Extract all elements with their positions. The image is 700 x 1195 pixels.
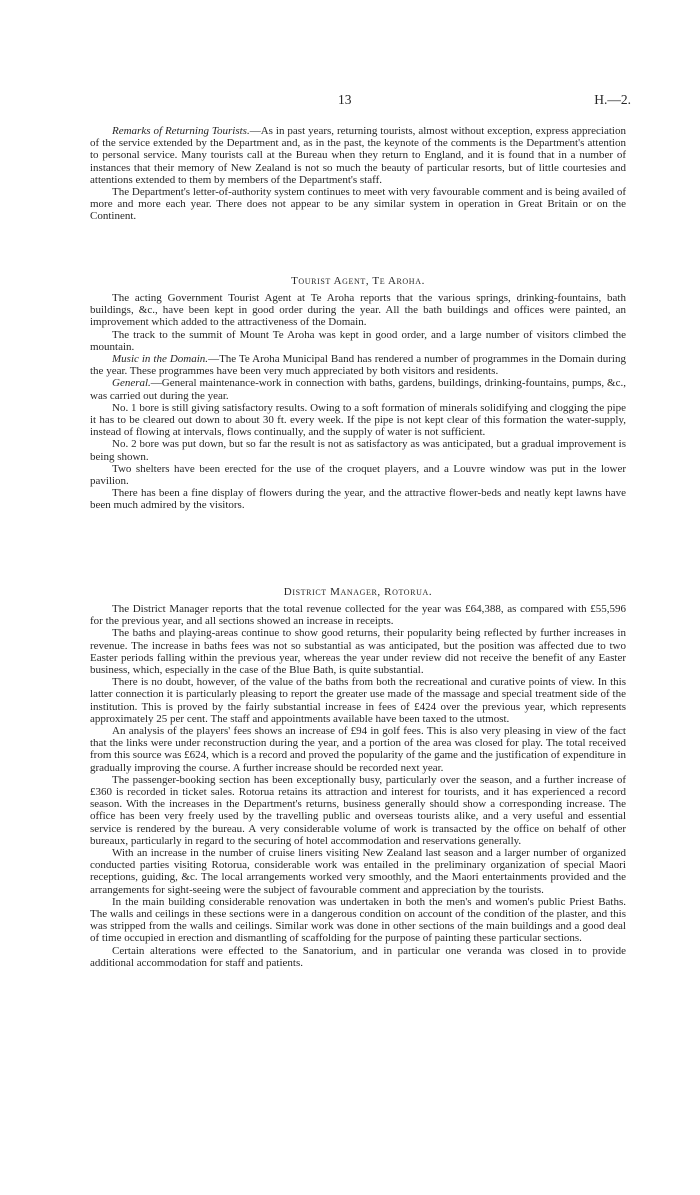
paragraph — [90, 487, 626, 511]
paragraph — [90, 377, 626, 401]
page-number: 13 — [338, 92, 352, 107]
paragraph — [90, 438, 626, 462]
section-rotorua — [90, 603, 626, 969]
paragraph-text: —As in past years, returning tourists, almost without exception, express appreciation of the service extended by the Department and, as in the past, the keynote of the comments is the Department's attention to personal service. Many tourists call at the Bureau when they return to England, and it is found that in a number of instances that their memory of New Zealand is not so much the beauty of particular resorts, but of little courtesies and attentions extended to them by members of the Department's staff. — [90, 125, 626, 186]
paragraph-text: There has been a fine display of flowers during the year, and the attractive flower-beds and neatly kept lawns have been much admired by the visitors. — [90, 487, 626, 512]
paragraph-text: —The Te Aroha Municipal Band has rendered a number of programmes in the Domain during the year. These programmes have been very much appreciated by both visitors and residents. — [90, 353, 626, 378]
paragraph — [90, 847, 626, 896]
paragraph — [90, 292, 626, 329]
paragraph — [90, 125, 626, 186]
paragraph — [90, 774, 626, 847]
paragraph — [90, 627, 626, 676]
paragraph-text: The District Manager reports that the total revenue collected for the year was £64,388, as compared with £55,596 for the previous year, and all sections showed an increase in receipts. — [90, 603, 626, 628]
paragraph — [90, 896, 626, 945]
paragraph — [90, 945, 626, 969]
section-heading: District Manager, Rotorua. — [283, 586, 433, 598]
paragraph-text: No. 2 bore was put down, but so far the result is not as satisfactory as was anticipated, but a gradual improvement is being shown. — [90, 438, 626, 463]
paragraph — [90, 463, 626, 487]
paragraph-text: No. 1 bore is still giving satisfactory results. Owing to a soft formation of minerals solidifying and clogging the pipe it has to be cleared out down to about 30 ft. every week. If the pipe is not kept clear of this formation the water-supply, instead of flowing at intervals, flows continually, and the supply of water is not sufficient. — [90, 401, 626, 439]
section-te-aroha — [90, 292, 626, 512]
paragraph — [90, 329, 626, 353]
paragraph-text: Two shelters have been erected for the use of the croquet players, and a Louvre window was put in the lower pavilion. — [90, 462, 626, 488]
paragraph-lead: Remarks of Returning Tourists. — [112, 125, 250, 137]
paragraph-text: The Department's letter-of-authority system continues to meet with very favourable comment and is being availed of more and more each year. There does not appear to be any similar system in operation in Great Britain or on the Continent. — [90, 186, 626, 223]
paragraph-lead: Music in the Domain. — [112, 353, 209, 366]
paragraph — [90, 725, 626, 774]
paragraph-text: —General maintenance-work in connection with baths, gardens, buildings, drinking-fountains, pumps, &c., was carried out during the year. — [90, 377, 626, 402]
paragraph-text: With an increase in the number of cruise liners visiting New Zealand last season and a larger number of organized conducted parties visiting Rotorua, considerable work was entailed in the preliminary organization of special Maori receptions, guiding, &c. The local arrangements worked very smoothly, and the Maori entertainments provided and the arrangements for sight-seeing were the subject of favourable comment and appreciation by the tourists. — [90, 847, 626, 896]
paragraph — [90, 353, 626, 377]
paragraph-text: There is no doubt, however, of the value of the baths from both the recreational and curative points of view. In this latter connection it is particularly pleasing to report the greater use made of the massage and special treatment side of the institution. This is proved by the fairly substantial increase in fees of £424 over the previous year, which represents approximately 25 per cent. The staff and appointments available have been taxed to the utmost. — [90, 676, 626, 725]
paragraph-text: An analysis of the players' fees shows an increase of £94 in golf fees. This is also very pleasing in view of the fact that the links were under reconstruction during the year, and a portion of the area was closed for play. The total received from this source was £624, which is a record and proved the popularity of the game and the justification of expenditure in gradually improving the course. A further increase should be recorded next year. — [90, 725, 626, 774]
section-returning-tourists — [90, 125, 626, 223]
section-heading: Tourist Agent, Te Aroha. — [291, 275, 425, 287]
paragraph-text: Certain alterations were effected to the Sanatorium, and in particular one veranda was closed in to provide additional accommodation for staff and patients. — [90, 944, 626, 969]
paragraph-text: The passenger-booking section has been exceptionally busy, particularly over the season, and a further increase of £360 is recorded in ticket sales. Rotorua retains its attraction and interest for tourists, and it has experienced a record season. With the increases in the Department's returns, business generally should show a corresponding increase. The office has been very freely used by the travelling public and overseas tourists alike, and a very useful and essential service is rendered by the bureau. A very considerable volume of work is transacted by the office on behalf of other bureaux, particularly in regard to the securing of hotel accommodation and reservations generally. — [90, 773, 626, 847]
paragraph-text: The track to the summit of Mount Te Aroha was kept in good order, and a large number of visitors climbed the mountain. — [90, 328, 626, 353]
paragraph-text: The baths and playing-areas continue to show good returns, their popularity being reflected by further increases in revenue. The increase in baths fees was not so substantial as was anticipated, but the position was affected due to two Easter periods falling within the previous year, whereas the year under review did not receive the benefit of any Easter business, which, especially in the case of the Blue Bath, is quite substantial. — [90, 627, 626, 677]
paragraph — [90, 402, 626, 439]
paragraph — [90, 603, 626, 627]
paragraph-text: In the main building considerable renovation was undertaken in both the men's and women's public Priest Baths. The walls and ceilings in these sections were in a dangerous condition on account of the condition of the plaster, and this was stripped from the walls and ceilings. Similar work was done in other sections of the main buildings and a good deal of time occupied in erection and dismantling of scaffolding for the purpose of painting these particular sections. — [90, 895, 626, 945]
paragraph-text: The acting Government Tourist Agent at Te Aroha reports that the various springs, drinking-fountains, bath buildings, &c., have been kept in good order during the year. All the bath buildings and offices were painted, an improvement which added to the attractiveness of the Domain. — [90, 292, 626, 329]
paragraph — [90, 186, 626, 223]
paragraph-lead: General. — [112, 377, 151, 390]
paragraph — [90, 676, 626, 725]
document-code: H.—2. — [594, 92, 631, 107]
